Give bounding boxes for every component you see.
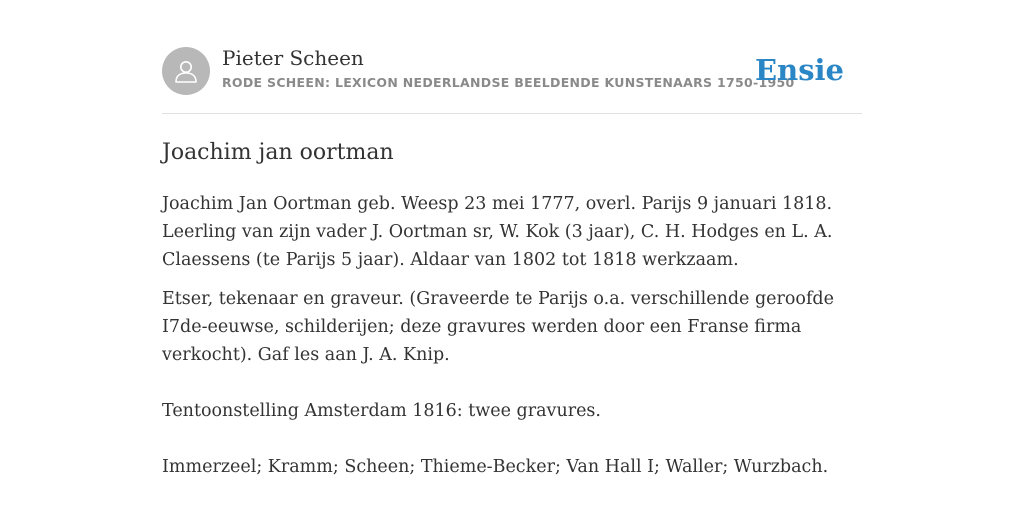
paragraph-biography: Joachim Jan Oortman geb. Weesp 23 mei 1777, overl. Parijs 9 januari 1818. Leerling van zijn vader J. Oortman sr, W. Kok (3 jaar), C. H. Hodges en L. A. Claessens (te Parijs 5 jaar). Aldaar van 1802 tot 1818 werkzaam. [162, 194, 833, 270]
header-divider [162, 113, 862, 114]
paragraph-exhibition: Tentoonstelling Amsterdam 1816: twee gravures. [162, 401, 601, 421]
user-icon [173, 58, 199, 84]
article-header [162, 46, 862, 96]
ensie-logo[interactable]: Ensie [755, 53, 844, 87]
source-label[interactable]: RODE SCHEEN: LEXICON NEDERLANDSE BEELDENDE KUNSTENAARS 1750-1950 [222, 75, 795, 90]
author-avatar[interactable] [162, 47, 210, 95]
article-body [162, 190, 862, 492]
author-name[interactable]: Pieter Scheen [222, 46, 364, 70]
paragraph-profession: Etser, tekenaar en graveur. (Graveerde te Parijs o.a. verschillende geroofde I7de-eeuwse, schilderijen; deze gravures werden door een Franse firma verkocht). Gaf les aan J. A. Knip. [162, 289, 834, 365]
paragraph-sources: Immerzeel; Kramm; Scheen; Thieme-Becker; Van Hall I; Waller; Wurzbach. [162, 457, 829, 477]
page-title: Joachim jan oortman [162, 140, 394, 165]
